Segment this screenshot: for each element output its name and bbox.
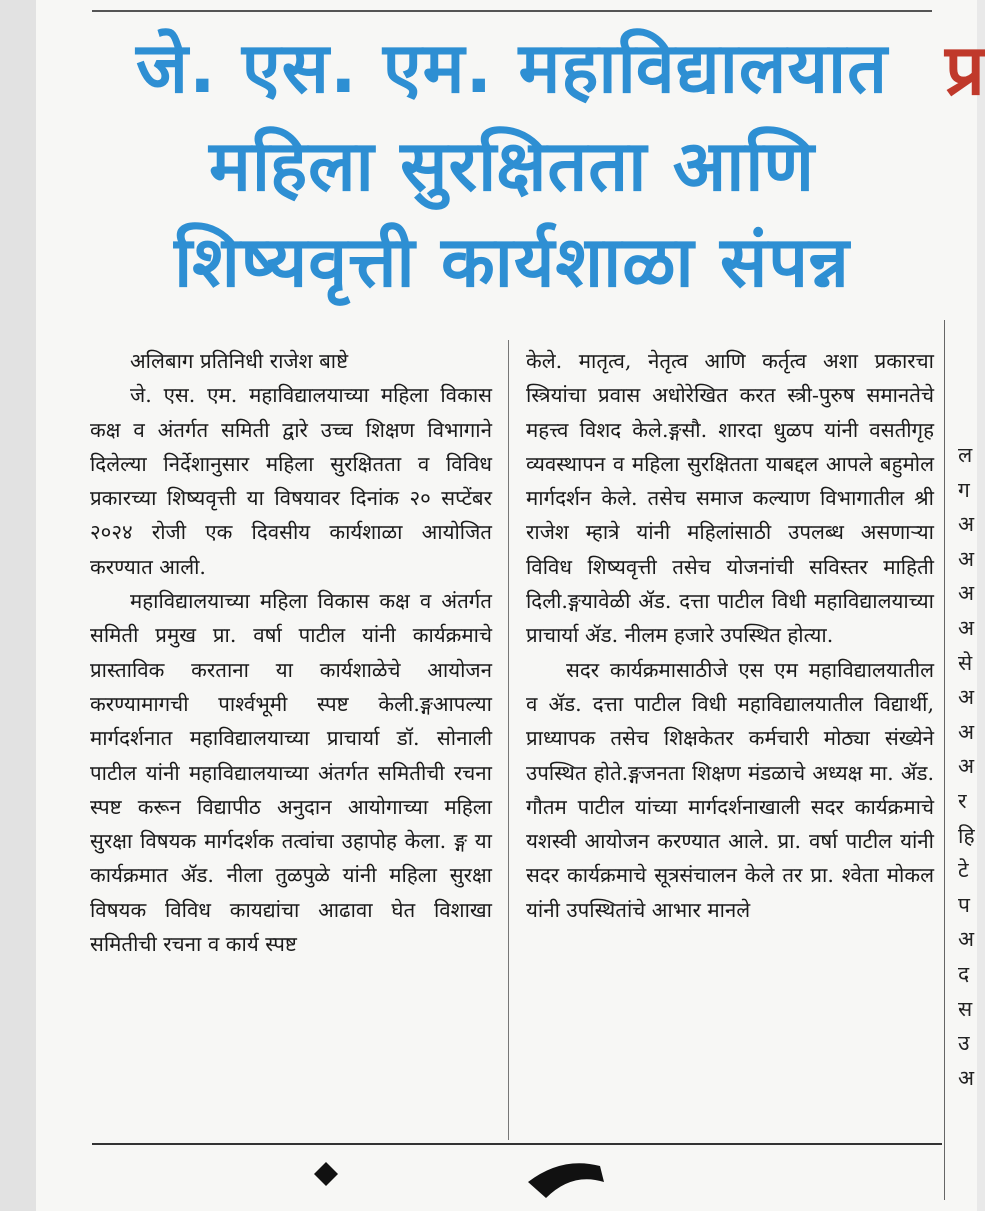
- article-column-right: [526, 344, 934, 927]
- adjacent-column-divider: [944, 320, 945, 1200]
- edge-glyph: प: [958, 892, 970, 917]
- edge-glyph: स: [958, 996, 973, 1021]
- edge-glyph: ल: [958, 443, 973, 467]
- edge-glyph: अ: [958, 927, 975, 952]
- column-divider: [508, 340, 509, 1140]
- article-paragraph-4: सदर कार्यक्रमासाठीजे एस एम महाविद्यालयातील व ॲड. दत्ता पाटील विधी महाविद्यालयातील विद्यार्थी, प्राध्यापक तसेच शिक्षकेतर कर्मचारी मोठ्या संख्येने उपस्थित होते.ङ्गजनता शिक्षण मंडळाचे अध्यक्ष मा. ॲड. गौतम पाटील यांच्या मार्गदर्शनाखाली सदर कार्यक्रमाचे यशस्वी आयोजन करण्यात आले. प्रा. वर्षा पाटील यांनी सदर कार्यक्रमाचे सूत्रसंचालन केले तर प्रा. श्वेता मोकल यांनी उपस्थितांचे आभार मानले: [526, 657, 934, 922]
- adjacent-article-edge: [958, 438, 977, 1095]
- adjacent-headline-fragment: प्र: [945, 29, 985, 111]
- edge-glyph: उ: [958, 1031, 970, 1056]
- edge-glyph: ग: [958, 477, 970, 502]
- page-margin-strip: [0, 0, 36, 1211]
- headline-line-1: जे. एस. एम. महाविद्यालयात: [136, 27, 888, 109]
- edge-glyph: अ: [958, 719, 975, 744]
- byline: अलिबाग प्रतिनिधी राजेश बाष्टे: [130, 349, 349, 373]
- bottom-rule: [92, 1143, 942, 1145]
- edge-glyph: से: [958, 650, 973, 675]
- edge-glyph: र: [958, 788, 967, 813]
- edge-glyph: अ: [958, 546, 975, 571]
- top-rule: [92, 10, 932, 12]
- article-paragraph-1: जे. एस. एम. महाविद्यालयाच्या महिला विकास कक्ष व अंतर्गत समिती द्वारे उच्च शिक्षण विभागाने दिलेल्या निर्देशानुसार महिला सुरक्षितता व विविध प्रकारच्या शिष्यवृत्ती या विषयावर दिनांक २० सप्टेंबर २०२४ रोजी एक दिवसीय कार्यशाळा आयोजित करण्यात आली.: [90, 383, 492, 579]
- edge-glyph: अ: [958, 615, 975, 640]
- edge-glyph: अ: [958, 581, 975, 606]
- edge-glyph: अ: [958, 1065, 975, 1090]
- headline-line-3: शिष्यवृत्ती कार्यशाळा संपन्न: [174, 221, 850, 303]
- edge-glyph: द: [958, 961, 970, 986]
- edge-glyph: हि: [958, 823, 975, 848]
- article-paragraph-2: महाविद्यालयाच्या महिला विकास कक्ष व अंतर्गत समिती प्रमुख प्रा. वर्षा पाटील यांनी कार्यक्रमाचे प्रास्ताविक करताना या कार्यशाळेचे आयोजन करण्यामागची पार्श्वभूमी स्पष्ट केली.ङ्गआपल्या मार्गदर्शनात महाविद्यालयाच्या प्राचार्या डॉ. सोनाली पाटील यांनी महाविद्यालयाच्या अंतर्गत समितीची रचना स्पष्ट करून विद्यापीठ अनुदान आयोगाच्या महिला सुरक्षा विषयक मार्गदर्शक तत्वांचा उहापोह केला. ङ्ग या कार्यक्रमात ॲड. नीला तुळपुळे यांनी महिला सुरक्षा विषयक विविध कायद्यांचा आढावा घेत विशाखा समितीची रचना व कार्य स्पष्ट: [90, 589, 492, 957]
- headline-line-2: महिला सुरक्षितता आणि: [209, 125, 815, 207]
- article-column-left: [90, 344, 492, 961]
- edge-glyph: टे: [958, 858, 969, 883]
- edge-glyph: अ: [958, 685, 975, 710]
- next-article-fragment: [300, 1152, 620, 1211]
- edge-glyph: अ: [958, 512, 975, 537]
- article-paragraph-3: केले. मातृत्व, नेतृत्व आणि कर्तृत्व अशा प्रकारचा स्त्रियांचा प्रवास अधोरेखित करत स्त्री-पुरुष समानतेचे महत्त्व विशद केले.ङ्गसौ. शारदा धुळप यांनी वसतीगृह व्यवस्थापन व महिला सुरक्षितता याबद्दल आपले बहुमोल मार्गदर्शन केले. तसेच समाज कल्याण विभागातील श्री राजेश म्हात्रे यांनी महिलांसाठी उपलब्ध असणाऱ्या विविध शिष्यवृत्ती तसेच योजनांची सविस्तर माहिती दिली.ङ्गयावेळी ॲड. दत्ता पाटील विधी महाविद्यालयाच्या प्राचार्या ॲड. नीलम हजारे उपस्थित होत्या.: [526, 349, 934, 648]
- edge-glyph: अ: [958, 754, 975, 779]
